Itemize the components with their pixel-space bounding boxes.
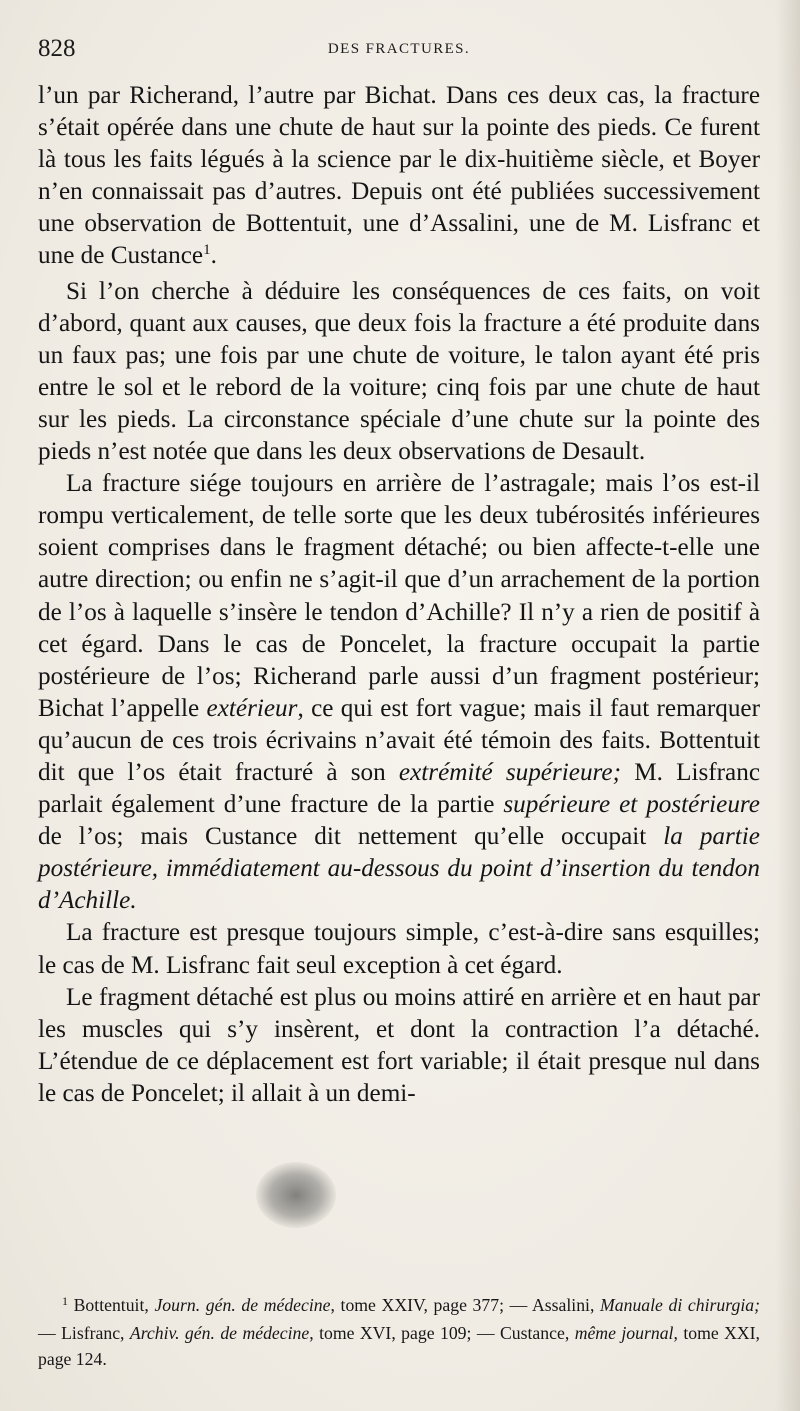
paragraph-3	[38, 468, 760, 917]
page-number: 828	[38, 35, 76, 62]
paragraph-5: Le fragment détaché est plus ou moins attiré en arrière et en haut par les muscles qui s’y insèrent, et dont la contraction l’a détaché. L’étendue de ce déplacement est fort variable; il était presque nul dans le cas de Poncelet; il allait à un demi-	[38, 983, 760, 1107]
footnote-text-c: — Lisfranc,	[38, 1323, 130, 1343]
paragraph-3-text-b: , ce qui est fort vague; mais il faut remarquer qu’aucun de ces trois écrivains n’avait été témoin des faits. Bottentuit dit que l’os était fracturé à son	[38, 694, 761, 786]
footnote-italic-meme-journal: même journal	[574, 1323, 674, 1343]
footnote-text-e: , tome XXI, page 124.	[38, 1323, 760, 1369]
paragraph-3-text-d: de l’os; mais Custance dit nettement qu’elle occupait	[38, 823, 664, 851]
paragraph-2: Si l’on cherche à déduire les conséquences de ces faits, on voit d’abord, quant aux causes, que deux fois la fracture a été produite dans un faux pas; une fois par une chute de voiture, le talon ayant été pris entre le sol et le rebord de la voiture; cinq fois par une chute de haut sur les pieds. La circonstance spéciale d’une chute sur la pointe des pieds n’est notée que dans les deux observations de Desault.	[38, 277, 760, 466]
footnote-italic-journ: Journ. gén. de médecine	[154, 1295, 331, 1315]
footnote-1	[38, 1292, 760, 1372]
paragraph-3-text-c: M. Lisfranc parlait également d’une fracture de la partie	[38, 758, 760, 819]
body-text	[38, 80, 760, 1110]
italic-extremite-superieure: extrémité supérieure;	[398, 758, 621, 786]
paragraph-1-end: .	[210, 242, 217, 270]
footnote-text-a: Bottentuit,	[68, 1295, 155, 1315]
paragraph-1	[38, 80, 760, 276]
paragraph-1-text: l’un par Richerand, l’autre par Bichat. Dans ces deux cas, la fracture s’était opérée dans une chute de haut sur la pointe des pieds. Ce furent là tous les faits légués à la science par le dix-huitième siècle, et Boyer n’en connaissait pas d’autres. Depuis ont été publiées successivement une observation de Bottentuit, une d’Assalini, une de M. Lisfranc et une de Custance	[38, 82, 760, 270]
italic-partie-posterieure: la partie postérieure, immédiatement au-dessous du point d’insertion du tendon d’Achille.	[38, 823, 760, 915]
footnote-mark: 1	[62, 1294, 68, 1308]
footnote-italic-archiv: Archiv. gén. de médecine	[129, 1323, 310, 1343]
page-edge-shadow	[776, 0, 800, 1411]
running-title: DES FRACTURES.	[327, 41, 471, 57]
ink-smudge	[256, 1162, 336, 1228]
paragraph-3-text-a: La fracture siége toujours en arrière de l’astragale; mais l’os est-il rompu verticalement, de telle sorte que les deux tubérosités inférieures soient comprises dans le fragment détaché; ou bien affecte-t-elle une autre direction; ou enfin ne s’agit-il que d’un arrachement de la portion de l’os à laquelle s’insère le tendon d’Achille? Il n’y a rien de positif à cet égard. Dans le cas de Poncelet, la fracture occupait la partie postérieure de l’os; Richerand parle aussi d’un fragment postérieur; Bichat l’appelle	[38, 470, 760, 722]
footnote-italic-manuale: Manuale di chirurgia;	[600, 1295, 760, 1315]
footnote-text-d: , tome XVI, page 109; — Custance,	[309, 1323, 575, 1343]
paragraph-4: La fracture est presque toujours simple, c’est-à-dire sans esquilles; le cas de M. Lisfranc fait seul exception à cet égard.	[38, 919, 760, 979]
footnote-reference: 1	[203, 242, 211, 259]
italic-exterieur: extérieur	[206, 694, 298, 722]
page-header	[38, 34, 760, 64]
italic-superieure-posterieure: supérieure et postérieure	[503, 791, 760, 819]
footnote-text-b: , tome XXIV, page 377; — Assalini,	[330, 1295, 601, 1315]
footnotes	[38, 1292, 760, 1372]
